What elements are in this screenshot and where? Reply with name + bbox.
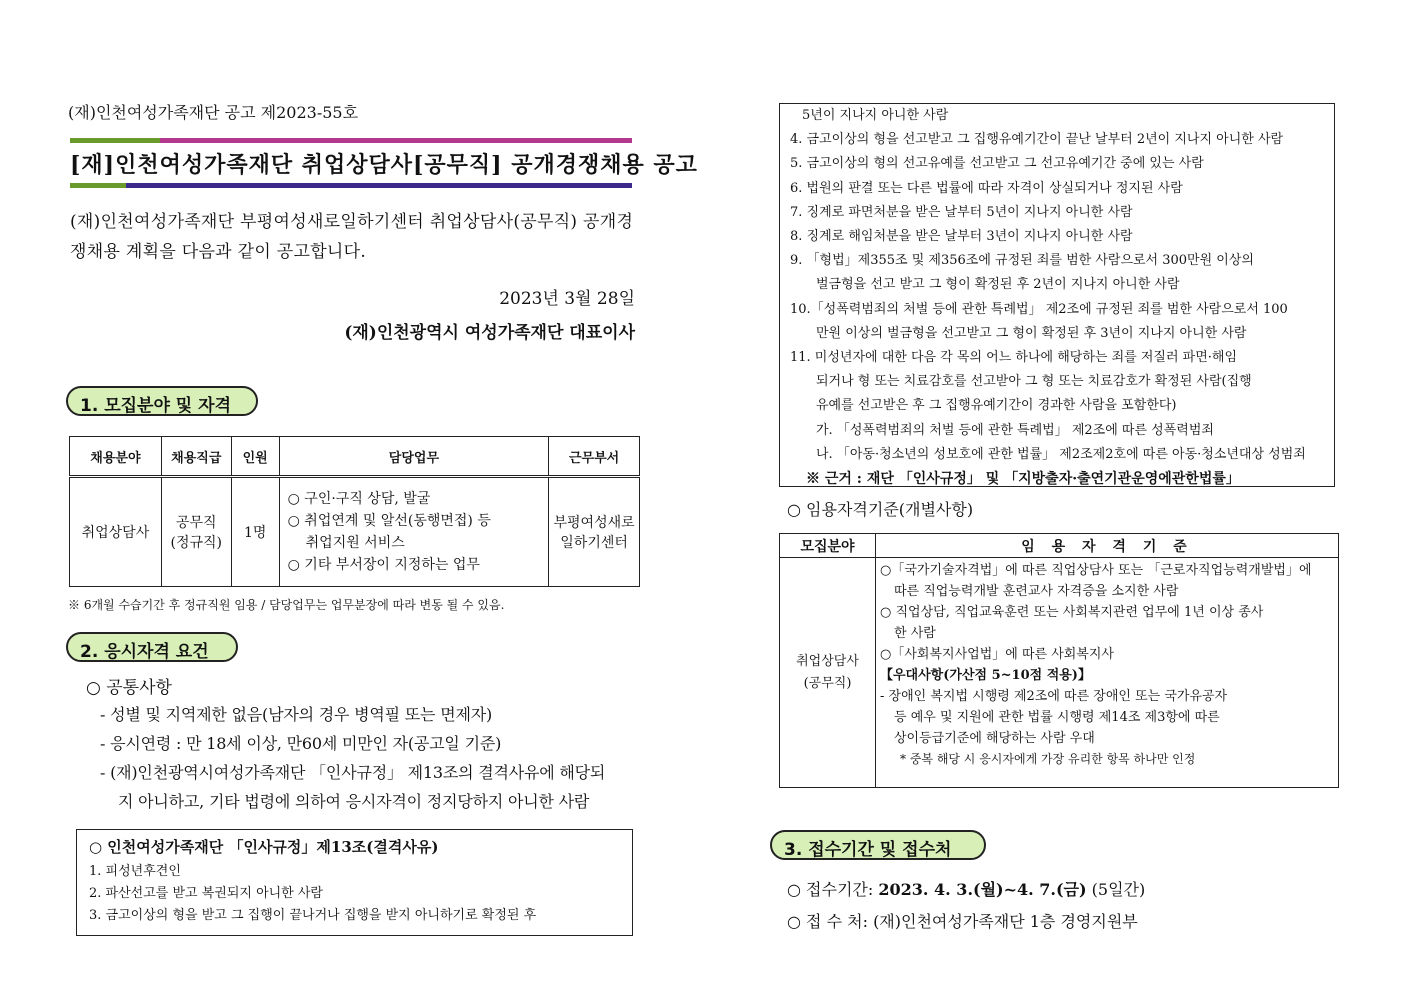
notice-date: 2023년 3월 28일 bbox=[499, 289, 635, 309]
section1-heading: 1. 모집분야 및 자격 bbox=[66, 386, 258, 416]
list-item: 가. 「성폭력범죄의 처벌 등에 관한 특례법」 제2조에 따른 성폭력범죄 bbox=[816, 422, 1214, 438]
list-item: 8. 징계로 해임처분을 받은 날부터 3년이 지나지 아니한 사람 bbox=[790, 229, 1133, 245]
list-item: - 성별 및 지역제한 없음(남자의 경우 병역필 또는 면제자) bbox=[100, 705, 493, 724]
probation-note: ※ 6개월 수습기간 후 정규직원 임용 / 담당업무는 업무분장에 따라 변동 될 수 있음. bbox=[68, 598, 505, 612]
list-item: 11. 미성년자에 대한 다음 각 목의 어느 하나에 해당하는 죄를 저질러 파면·해임 bbox=[790, 350, 1238, 366]
issuer: (재)인천광역시 여성가족재단 대표이사 bbox=[344, 323, 635, 343]
basis-note: ※ 근거 : 재단 「인사규정」 및 「지방출자·출연기관운영에관한법률」 bbox=[806, 471, 1240, 487]
table-header-row bbox=[70, 437, 640, 477]
list-item: 4. 금고이상의 형을 선고받고 그 집행유예기간이 끝난 날부터 2년이 지나지 아니한 사람 bbox=[790, 132, 1284, 148]
list-item: 5. 금고이상의 형의 선고유예를 선고받고 그 선고유예기간 중에 있는 사람 bbox=[790, 156, 1204, 172]
table-header-row bbox=[780, 534, 1339, 558]
list-item: - 응시연령 : 만 18세 이상, 만60세 미만인 자(공고일 기준) bbox=[100, 734, 502, 753]
list-item: 나. 「아동·청소년의 성보호에 관한 법률」 제2조제2호에 따른 아동·청소년대상 성범죄 bbox=[816, 446, 1306, 462]
table-row bbox=[70, 477, 640, 587]
grade-cell: 공무직 (정규직) bbox=[161, 477, 231, 587]
column-header: 채용분야 bbox=[70, 437, 162, 477]
list-item: 되거나 형 또는 치료감호를 선고받아 그 형 또는 치료감호가 확정된 사람(집행 bbox=[816, 374, 1252, 390]
duties-cell: ○ 구인·구직 상담, 발굴 ○ 취업연계 및 알선(동행면접) 등 취업지원 서비스 ○ 기타 부서장이 지정하는 업무 bbox=[279, 477, 549, 587]
reception-period: ○ 접수기간: 2023. 4. 3.(월)~4. 7.(금) (5일간) bbox=[787, 880, 1146, 899]
list-item: 1. 피성년후견인 bbox=[89, 864, 181, 879]
disqualification-box bbox=[76, 829, 633, 936]
document-title: [재]인천여성가족재단 취업상담사[공무직] 공개경쟁채용 공고 bbox=[70, 152, 698, 178]
field-cell: 취업상담사 bbox=[70, 477, 162, 587]
list-item: 3. 금고이상의 형을 받고 그 집행이 끝나거나 집행을 받지 아니하기로 확정된 후 bbox=[89, 908, 537, 923]
recruit-table bbox=[69, 436, 640, 587]
list-item: 9. 「형법」제355조 및 제356조에 규정된 죄를 범한 사람으로서 300만원 이상의 bbox=[790, 253, 1254, 269]
column-header: 인원 bbox=[231, 437, 279, 477]
list-item: - (재)인천광역시여성가족재단 「인사규정」 제13조의 결격사유에 해당되 bbox=[100, 763, 606, 782]
column-header: 담당업무 bbox=[279, 437, 549, 477]
notice-number: (재)인천여성가족재단 공고 제2023-55호 bbox=[68, 103, 359, 122]
title-bar-bottom bbox=[70, 183, 632, 188]
list-item: 10.「성폭력범죄의 처벌 등에 관한 특례법」 제2조에 규정된 죄를 범한 사람으로서 100 bbox=[790, 301, 1288, 317]
list-item: 지 아니하고, 기타 법령에 의하여 응시자격이 정지당하지 아니한 사람 bbox=[118, 792, 590, 811]
box-title: ○ 인천여성가족재단 「인사규정」제13조(결격사유) bbox=[89, 838, 439, 856]
intro-paragraph: (재)인천여성가족재단 부평여성새로일하기센터 취업상담사(공무직) 공개경쟁채용 계획을 다음과 같이 공고합니다. bbox=[70, 212, 634, 262]
reception-place: ○ 접 수 처: (재)인천여성가족재단 1층 경영지원부 bbox=[787, 912, 1138, 931]
column-header: 모집분야 bbox=[780, 534, 876, 558]
section3-heading: 3. 접수기간 및 접수처 bbox=[770, 830, 986, 860]
section2-heading: 2. 응시자격 요건 bbox=[66, 632, 238, 662]
list-item: 7. 징계로 파면처분을 받은 날부터 5년이 지나지 아니한 사람 bbox=[790, 204, 1133, 220]
column-header: 근무부서 bbox=[549, 437, 640, 477]
column-header: 채용직급 bbox=[161, 437, 231, 477]
list-item: 유예를 선고받은 후 그 집행유예기간이 경과한 사람을 포함한다) bbox=[816, 398, 1177, 414]
qualification-table bbox=[779, 533, 1339, 788]
criteria-cell: ○「국가기술자격법」에 따른 직업상담사 또는 「근로자직업능력개발법」에 따른 직업능력개발 훈련교사 자격증을 소지한 사람 ○ 직업상담, 직업교육훈련 또는 사회복지관련 업무에 1년 이상 종사 한 사람 ○「사회복지사업법」에 따른 사회복지사 【우대사항(가산점 5~10점 적용)】 - 장애인 복지법 시행령 제2조에 따른 장애인 또는 국가유공자 등 예우 및 지원에 관한 법률 시행령 제14조 제3항에 따른 상이등급기준에 해당하는 사람 우대 * 중복 해당 시 응시자에게 가장 유리한 항목 하나만 인정 bbox=[876, 558, 1339, 788]
list-item: 만원 이상의 벌금형을 선고받고 그 형이 확정된 후 3년이 지나지 아니한 사람 bbox=[816, 325, 1247, 341]
column-header: 임 용 자 격 기 준 bbox=[876, 534, 1339, 558]
list-item: 5년이 지나지 아니한 사람 bbox=[802, 108, 949, 123]
list-item: 2. 파산선고를 받고 복권되지 아니한 사람 bbox=[89, 886, 323, 901]
dept-cell: 부평여성새로 일하기센터 bbox=[549, 477, 640, 587]
common-list bbox=[100, 700, 640, 816]
list-item: 6. 법원의 판결 또는 다른 법률에 따라 자격이 상실되거나 정지된 사람 bbox=[790, 180, 1183, 196]
field-cell: 취업상담사 (공무직) bbox=[780, 558, 876, 788]
disqualification-box-continued bbox=[779, 103, 1335, 487]
table-row bbox=[780, 558, 1339, 788]
list-item: 벌금형을 선고 받고 그 형이 확정된 후 2년이 지나지 아니한 사람 bbox=[816, 277, 1180, 293]
individual-criteria-heading: ○ 임용자격기준(개별사항) bbox=[787, 500, 974, 519]
common-heading: ○ 공통사항 bbox=[86, 678, 172, 698]
title-bar-top bbox=[70, 138, 632, 143]
count-cell: 1명 bbox=[231, 477, 279, 587]
